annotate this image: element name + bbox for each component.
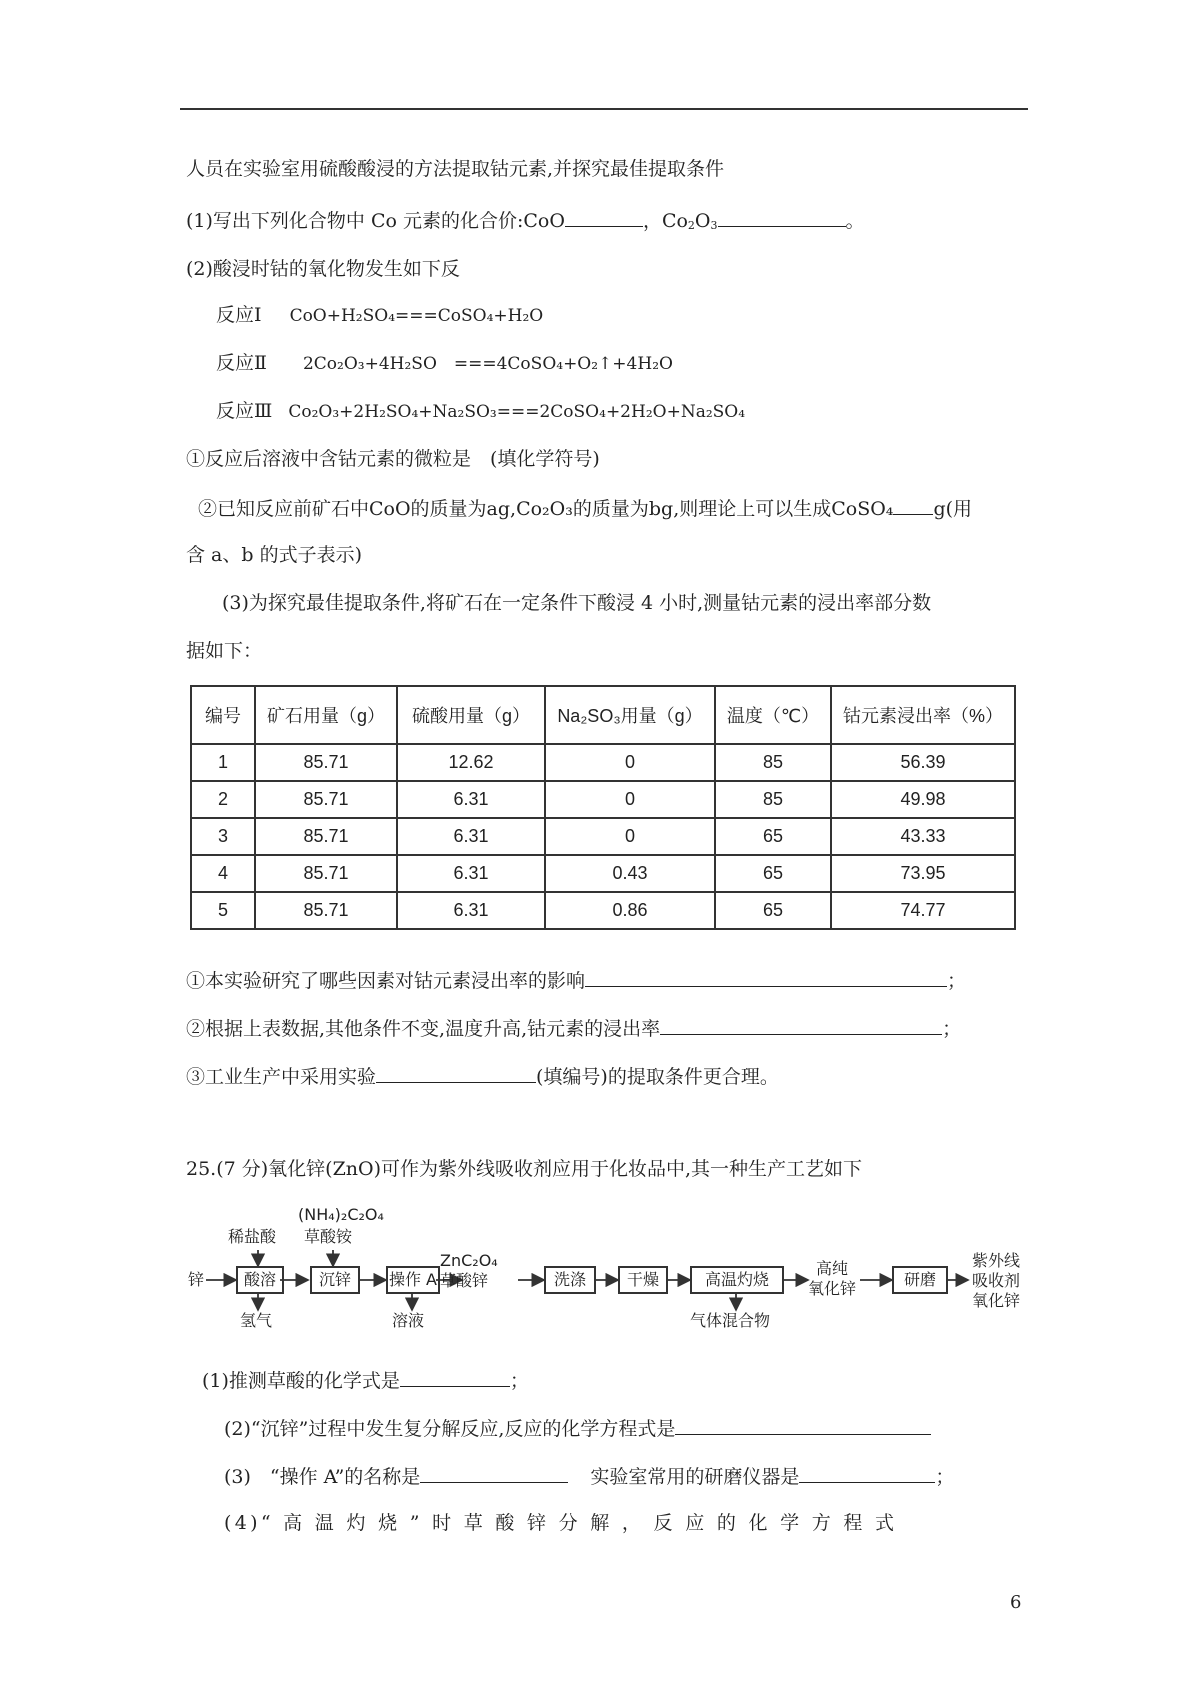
answer-blank[interactable] bbox=[675, 1414, 931, 1435]
question-25-4: (4)“ 高 温 灼 烧 ” 时 草 酸 锌 分 解 ， 反 应 的 化 学 方 程 式 bbox=[224, 1512, 898, 1534]
question-25: 25.(7 分)氧化锌(ZnO)可作为紫外线吸收剂应用于化妆品中,其一种生产工艺如下 bbox=[186, 1158, 863, 1180]
question-3-1: ①本实验研究了哪些因素对钴元素浸出率的影响 ； bbox=[186, 966, 966, 994]
reaction-2: 反应Ⅱ 2Co₂O₃+4H₂SO ===4CoSO₄+O₂↑+4H₂O bbox=[216, 352, 673, 374]
table-cell: 6.31 bbox=[397, 892, 545, 929]
table-cell: 85.71 bbox=[255, 781, 397, 818]
table-cell: 4 bbox=[191, 855, 255, 892]
question-2-2: ②已知反应前矿石中CoO的质量为ag,Co₂O₃的质量为bg,则理论上可以生成CoSO₄ g(用 bbox=[198, 494, 972, 522]
table-cell: 74.77 bbox=[831, 892, 1015, 929]
table-row bbox=[191, 781, 1015, 818]
header-cell: 钴元素浸出率（%） bbox=[831, 686, 1015, 744]
process-flow-diagram bbox=[188, 1200, 1028, 1350]
acid-dissolve-box: 酸溶 bbox=[236, 1266, 284, 1294]
answer-blank[interactable] bbox=[420, 1462, 568, 1483]
reaction-1: 反应Ⅰ CoO+H₂SO₄===CoSO₄+H₂O bbox=[216, 304, 544, 326]
answer-blank[interactable] bbox=[400, 1366, 510, 1387]
answer-blank[interactable] bbox=[565, 206, 643, 227]
gas-mixture-label: 气体混合物 bbox=[690, 1311, 771, 1330]
answer-blank[interactable] bbox=[376, 1062, 536, 1083]
answer-blank[interactable] bbox=[585, 966, 947, 987]
table-row bbox=[191, 818, 1015, 855]
zinc-label: 锌 bbox=[188, 1270, 205, 1289]
table-cell: 56.39 bbox=[831, 744, 1015, 781]
uv-label-1: 紫外线 bbox=[972, 1251, 1021, 1270]
question-25-2: (2)“沉锌”过程中发生复分解反应,反应的化学方程式是 bbox=[224, 1414, 931, 1442]
answer-blank[interactable] bbox=[893, 494, 933, 515]
table-cell: 12.62 bbox=[397, 744, 545, 781]
answer-blank[interactable] bbox=[660, 1014, 942, 1035]
calcine-box: 高温灼烧 bbox=[690, 1266, 784, 1294]
wash-box: 洗涤 bbox=[544, 1266, 596, 1294]
table-cell: 73.95 bbox=[831, 855, 1015, 892]
header-cell: Na₂SO₃用量（g） bbox=[545, 686, 715, 744]
table-row bbox=[191, 744, 1015, 781]
question-1: (1)写出下列化合物中 Co 元素的化合价:CoO ，$Co_2O_3$ 。 bbox=[186, 206, 865, 239]
uv-label-3: 氧化锌 bbox=[972, 1291, 1021, 1310]
question-3-2: ②根据上表数据,其他条件不变,温度升高,钴元素的浸出率 ； bbox=[186, 1014, 961, 1042]
table-cell: 6.31 bbox=[397, 781, 545, 818]
table-cell: 2 bbox=[191, 781, 255, 818]
header-cell: 温度（℃） bbox=[715, 686, 831, 744]
table-cell: 0 bbox=[545, 818, 715, 855]
table-header-row bbox=[191, 686, 1015, 744]
question-3: (3)为探究最佳提取条件,将矿石在一定条件下酸浸 4 小时,测量钴元素的浸出率部分数 bbox=[222, 592, 932, 614]
table-cell: 0.86 bbox=[545, 892, 715, 929]
operation-a-box: 操作 A bbox=[386, 1266, 440, 1294]
precipitate-box: 沉锌 bbox=[310, 1266, 360, 1294]
table-cell: 5 bbox=[191, 892, 255, 929]
table-cell: 49.98 bbox=[831, 781, 1015, 818]
table-cell: 1 bbox=[191, 744, 255, 781]
table-cell: 6.31 bbox=[397, 818, 545, 855]
table-row bbox=[191, 855, 1015, 892]
header-cell: 编号 bbox=[191, 686, 255, 744]
hcl-label: 稀盐酸 bbox=[228, 1227, 277, 1246]
grind-box: 研磨 bbox=[892, 1266, 948, 1294]
question-25-3: (3) “操作 A”的名称是 实验室常用的研磨仪器是 ； bbox=[224, 1462, 954, 1490]
table-cell: 6.31 bbox=[397, 855, 545, 892]
answer-blank[interactable] bbox=[718, 206, 846, 227]
intro-line: 人员在实验室用硫酸酸浸的方法提取钴元素,并探究最佳提取条件 bbox=[186, 158, 725, 180]
dry-box: 干燥 bbox=[618, 1266, 668, 1294]
header-cell: 硫酸用量（g） bbox=[397, 686, 545, 744]
ammonium-oxalate-label: 草酸铵 bbox=[304, 1227, 353, 1246]
header-cell: 矿石用量（g） bbox=[255, 686, 397, 744]
table-cell: 85 bbox=[715, 744, 831, 781]
table-cell: 85.71 bbox=[255, 855, 397, 892]
table-cell: 65 bbox=[715, 855, 831, 892]
table-cell: 65 bbox=[715, 892, 831, 929]
table-cell: 0 bbox=[545, 781, 715, 818]
table-cell: 0.43 bbox=[545, 855, 715, 892]
table-cell: 0 bbox=[545, 744, 715, 781]
uv-label-2: 吸收剂 bbox=[972, 1271, 1021, 1290]
table-cell: 85.71 bbox=[255, 892, 397, 929]
pure-zno-label-2: 氧化锌 bbox=[808, 1279, 857, 1298]
table-cell: 43.33 bbox=[831, 818, 1015, 855]
table-cell: 85.71 bbox=[255, 744, 397, 781]
header-rule bbox=[180, 108, 1028, 110]
znc2o4-label: ZnC₂O₄ bbox=[440, 1251, 498, 1270]
table-cell: 85 bbox=[715, 781, 831, 818]
question-2: (2)酸浸时钴的氧化物发生如下反 bbox=[186, 258, 460, 280]
zinc-oxalate-label: 草酸锌 bbox=[440, 1271, 489, 1290]
question-2-2-cont: 含 a、b 的式子表示) bbox=[186, 544, 362, 566]
question-25-1: (1)推测草酸的化学式是 ； bbox=[202, 1366, 529, 1394]
ammonium-oxalate-formula: (NH₄)₂C₂O₄ bbox=[298, 1205, 384, 1224]
page-number: 6 bbox=[1010, 1592, 1022, 1613]
table-cell: 3 bbox=[191, 818, 255, 855]
table-cell: 85.71 bbox=[255, 818, 397, 855]
pure-zno-label-1: 高纯 bbox=[816, 1259, 849, 1278]
data-table bbox=[190, 685, 1016, 930]
question-3-3: ③工业生产中采用实验 (填编号)的提取条件更合理。 bbox=[186, 1062, 779, 1090]
answer-blank[interactable] bbox=[799, 1462, 935, 1483]
table-row bbox=[191, 892, 1015, 929]
question-2-1: ①反应后溶液中含钴元素的微粒是 (填化学符号) bbox=[186, 448, 600, 470]
reaction-3: 反应Ⅲ Co₂O₃+2H₂SO₄+Na₂SO₃===2CoSO₄+2H₂O+Na₂SO₄ bbox=[216, 400, 746, 422]
question-3-cont: 据如下： bbox=[186, 640, 263, 662]
hydrogen-label: 氢气 bbox=[240, 1311, 273, 1330]
table-cell: 65 bbox=[715, 818, 831, 855]
solution-label: 溶液 bbox=[392, 1311, 425, 1330]
